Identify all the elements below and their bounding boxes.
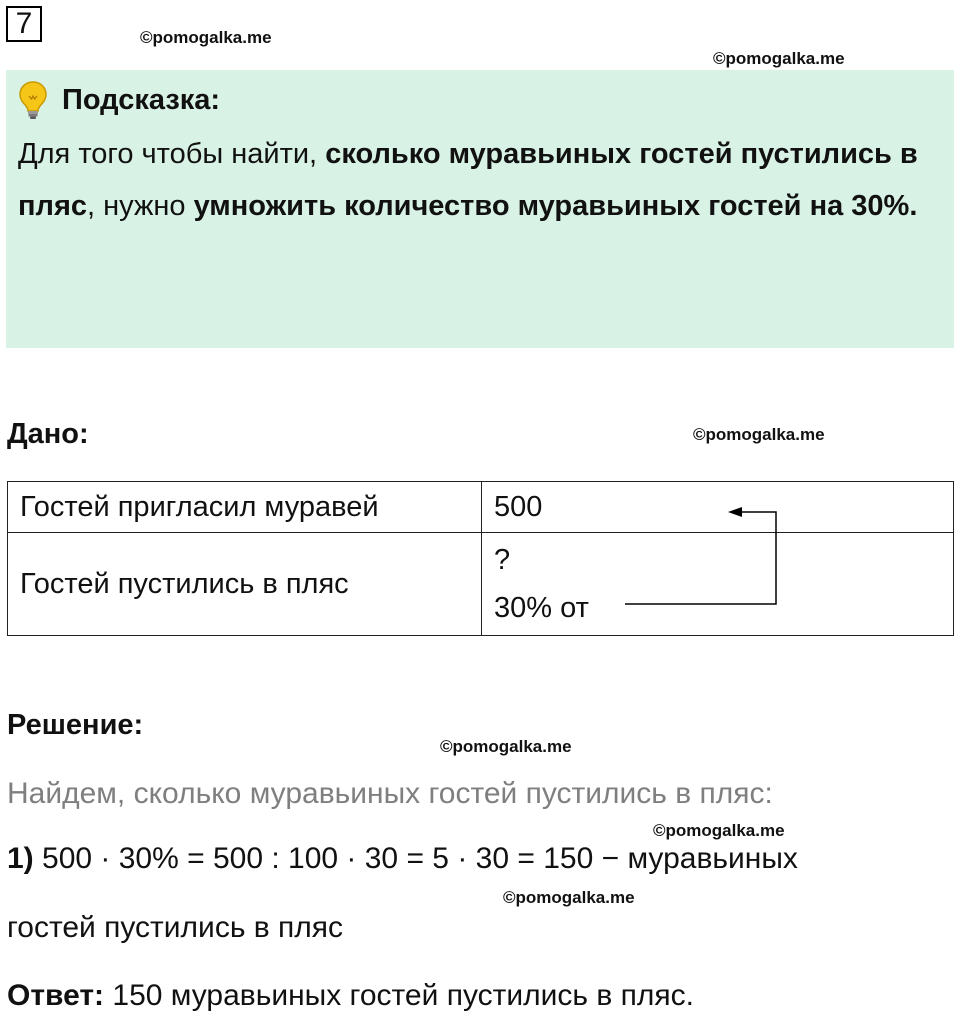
- unknown-value: ?: [494, 544, 511, 576]
- solution-step: [7, 842, 798, 876]
- given-heading: Дано:: [7, 418, 89, 450]
- hint-title-text: Подсказка:: [62, 83, 221, 116]
- table-cell: Гостей пригласил муравей: [8, 482, 482, 533]
- hint-text-part: Для того чтобы найти,: [18, 138, 326, 170]
- watermark: ©pomogalka.me: [140, 28, 272, 47]
- solution-step-continued: гостей пустились в пляс: [7, 911, 344, 944]
- table-cell: 500: [482, 482, 954, 533]
- solution-intro: Найдем, сколько муравьиных гостей пустились в пляс:: [7, 777, 773, 810]
- watermark: ©pomogalka.me: [713, 49, 845, 68]
- step-number: 1): [7, 842, 34, 875]
- answer-label: Ответ:: [7, 979, 105, 1012]
- hint-text-part: , нужно: [87, 190, 194, 222]
- watermark: ©pomogalka.me: [440, 737, 572, 756]
- watermark: ©pomogalka.me: [653, 821, 785, 840]
- step-text: 500 · 30% = 500 : 100 · 30 = 5 · 30 = 150 − муравьиных: [33, 842, 798, 875]
- percent-value: 30% от: [494, 592, 589, 624]
- table-cell: Гостей пустились в пляс: [8, 533, 482, 636]
- watermark: ©pomogalka.me: [693, 425, 825, 444]
- hint-text-bold: умножить количество муравьиных гостей на 30%.: [193, 190, 918, 222]
- solution-heading: Решение:: [7, 709, 144, 741]
- hint-text-bold: сколько муравьиных гостей пустились в пляс: [18, 138, 918, 222]
- watermark: ©pomogalka.me: [503, 888, 635, 907]
- answer: [7, 979, 694, 1013]
- answer-text: 150 муравьиных гостей пустились в пляс.: [104, 979, 694, 1012]
- task-number: 7: [6, 6, 42, 42]
